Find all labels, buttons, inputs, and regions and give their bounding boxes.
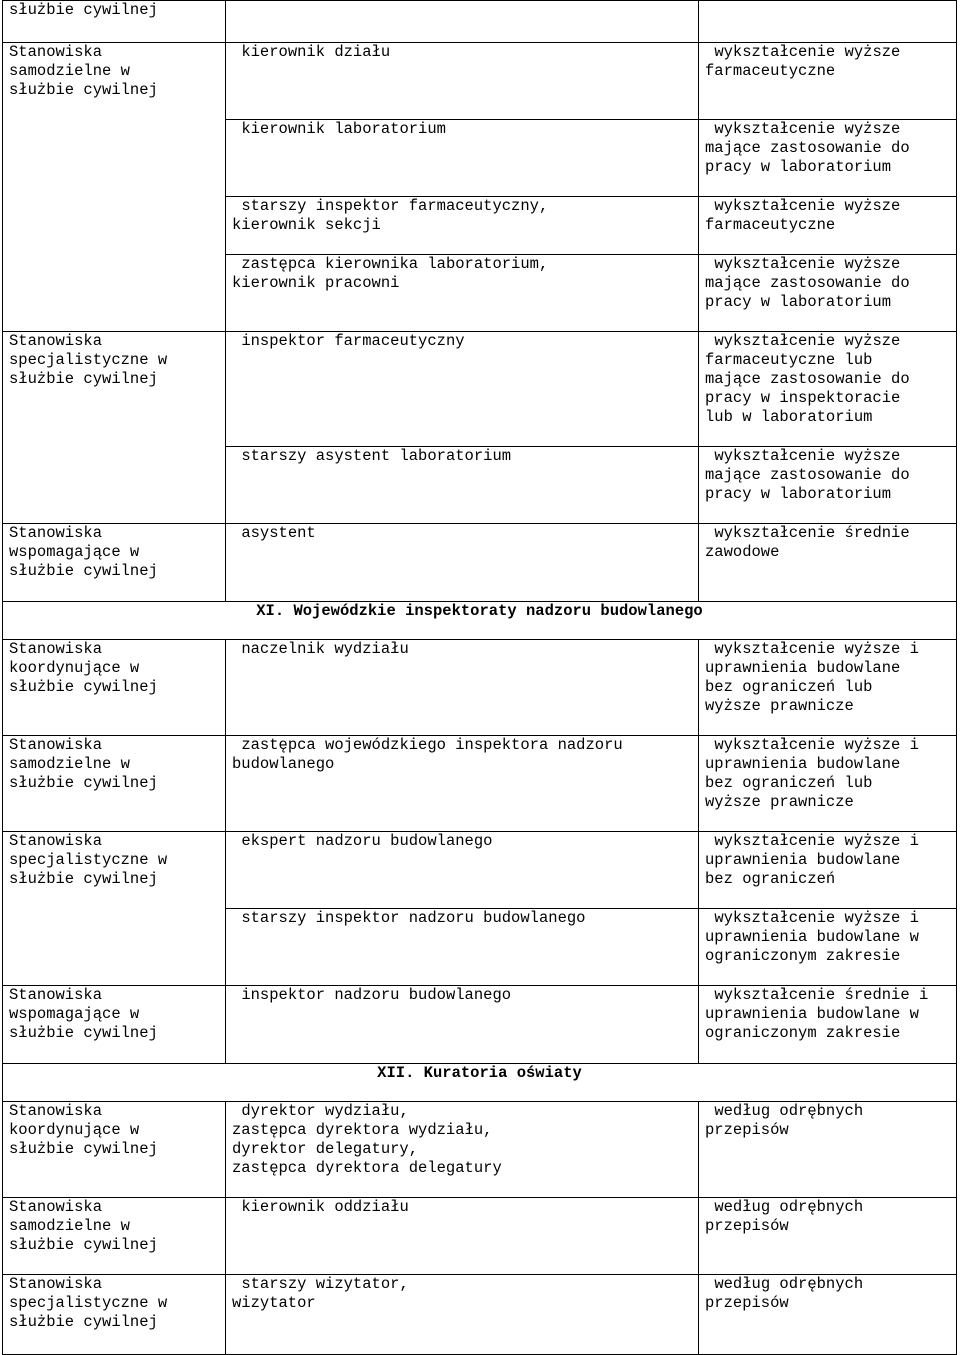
requirement-text: wykształcenie wyższe farmaceutyczne bbox=[705, 43, 901, 80]
category-text: Stanowiska wspomagające w służbie cywilnej bbox=[9, 524, 158, 580]
position-cell bbox=[226, 1, 699, 43]
category-cell bbox=[3, 524, 226, 602]
category-cell bbox=[3, 332, 226, 524]
category-text: Stanowiska samodzielne w służbie cywilnej bbox=[9, 736, 158, 792]
category-cell bbox=[3, 1275, 226, 1355]
requirement-text: według odrębnych przepisów bbox=[705, 1102, 864, 1139]
requirement-text: wykształcenie wyższe mające zastosowanie do pracy w laboratorium bbox=[705, 255, 910, 311]
category-cell bbox=[3, 736, 226, 832]
positions-table bbox=[2, 0, 957, 1355]
requirement-text: według odrębnych przepisów bbox=[705, 1198, 864, 1235]
table-row bbox=[3, 1102, 957, 1198]
table-row bbox=[3, 332, 957, 447]
section-heading: XI. Wojewódzkie inspektoraty nadzoru budowlanego bbox=[3, 602, 957, 640]
table-row bbox=[3, 736, 957, 832]
section-heading: XII. Kuratoria oświaty bbox=[3, 1064, 957, 1102]
category-cell bbox=[3, 986, 226, 1064]
category-text: Stanowiska samodzielne w służbie cywilnej bbox=[9, 1198, 158, 1254]
table-row bbox=[3, 832, 957, 909]
table-row bbox=[3, 1198, 957, 1275]
requirement-text: wykształcenie wyższe i uprawnienia budowlane bez ograniczeń lub wyższe prawnicze bbox=[705, 640, 919, 715]
section-row bbox=[3, 602, 957, 640]
category-cell bbox=[3, 1102, 226, 1198]
requirement-cell bbox=[699, 1, 957, 43]
position-cell bbox=[226, 1198, 699, 1275]
position-text: starszy inspektor farmaceutyczny, kierownik sekcji bbox=[232, 197, 549, 234]
position-cell bbox=[226, 447, 699, 524]
position-text: zastępca wojewódzkiego inspektora nadzoru budowlanego bbox=[232, 736, 623, 773]
requirement-text: wykształcenie wyższe i uprawnienia budowlane w ograniczonym zakresie bbox=[705, 909, 919, 965]
requirement-cell bbox=[699, 447, 957, 524]
position-text: starszy asystent laboratorium bbox=[232, 447, 512, 465]
category-text: Stanowiska specjalistyczne w służbie cywilnej bbox=[9, 832, 168, 888]
position-text: starszy inspektor nadzoru budowlanego bbox=[232, 909, 586, 927]
requirement-cell bbox=[699, 120, 957, 197]
category-text: służbie cywilnej bbox=[9, 1, 158, 19]
requirement-text: wykształcenie wyższe farmaceutyczne bbox=[705, 197, 901, 234]
position-text: ekspert nadzoru budowlanego bbox=[232, 832, 493, 850]
position-cell bbox=[226, 120, 699, 197]
position-cell bbox=[226, 909, 699, 986]
table-row bbox=[3, 986, 957, 1064]
requirement-text: wykształcenie wyższe i uprawnienia budowlane bez ograniczeń bbox=[705, 832, 919, 888]
category-text: Stanowiska specjalistyczne w służbie cywilnej bbox=[9, 1275, 168, 1331]
category-text: Stanowiska specjalistyczne w służbie cywilnej bbox=[9, 332, 168, 388]
position-cell bbox=[226, 332, 699, 447]
position-cell bbox=[226, 640, 699, 736]
requirement-cell bbox=[699, 832, 957, 909]
requirement-text: wykształcenie wyższe mające zastosowanie do pracy w laboratorium bbox=[705, 120, 910, 176]
requirement-cell bbox=[699, 640, 957, 736]
category-cell bbox=[3, 1, 226, 43]
position-cell bbox=[226, 43, 699, 120]
requirement-cell bbox=[699, 909, 957, 986]
position-text: naczelnik wydziału bbox=[232, 640, 409, 658]
position-text: kierownik laboratorium bbox=[232, 120, 446, 138]
position-text: dyrektor wydziału, zastępca dyrektora wydziału, dyrektor delegatury, zastępca dyrektora delegatury bbox=[232, 1102, 502, 1177]
position-text: inspektor farmaceutyczny bbox=[232, 332, 465, 350]
requirement-text: wykształcenie wyższe i uprawnienia budowlane bez ograniczeń lub wyższe prawnicze bbox=[705, 736, 919, 811]
position-cell bbox=[226, 1275, 699, 1355]
requirement-cell bbox=[699, 255, 957, 332]
position-cell bbox=[226, 986, 699, 1064]
requirement-cell bbox=[699, 197, 957, 255]
position-cell bbox=[226, 255, 699, 332]
category-cell bbox=[3, 640, 226, 736]
position-text: inspektor nadzoru budowlanego bbox=[232, 986, 512, 1004]
position-cell bbox=[226, 1102, 699, 1198]
category-text: Stanowiska samodzielne w służbie cywilnej bbox=[9, 43, 158, 99]
category-cell bbox=[3, 43, 226, 332]
position-cell bbox=[226, 524, 699, 602]
category-text: Stanowiska koordynujące w służbie cywilnej bbox=[9, 640, 158, 696]
category-cell bbox=[3, 832, 226, 986]
table-row bbox=[3, 524, 957, 602]
requirement-cell bbox=[699, 43, 957, 120]
table-row bbox=[3, 640, 957, 736]
requirement-text: wykształcenie średnie i uprawnienia budowlane w ograniczonym zakresie bbox=[705, 986, 929, 1042]
position-text: kierownik działu bbox=[232, 43, 391, 61]
position-cell bbox=[226, 197, 699, 255]
requirement-cell bbox=[699, 332, 957, 447]
category-cell bbox=[3, 1198, 226, 1275]
position-text: asystent bbox=[232, 524, 316, 542]
position-text: kierownik oddziału bbox=[232, 1198, 409, 1216]
section-row bbox=[3, 1064, 957, 1102]
requirement-cell bbox=[699, 1275, 957, 1355]
position-text: zastępca kierownika laboratorium, kierownik pracowni bbox=[232, 255, 549, 292]
requirement-text: wykształcenie średnie zawodowe bbox=[705, 524, 910, 561]
table-row bbox=[3, 1275, 957, 1355]
requirement-cell bbox=[699, 736, 957, 832]
category-text: Stanowiska koordynujące w służbie cywilnej bbox=[9, 1102, 158, 1158]
requirement-text: wykształcenie wyższe mające zastosowanie do pracy w laboratorium bbox=[705, 447, 910, 503]
category-text: Stanowiska wspomagające w służbie cywilnej bbox=[9, 986, 158, 1042]
table-row bbox=[3, 1, 957, 43]
requirement-cell bbox=[699, 524, 957, 602]
requirement-text: wykształcenie wyższe farmaceutyczne lub mające zastosowanie do pracy w inspektoracie lub w laboratorium bbox=[705, 332, 910, 426]
table-row bbox=[3, 43, 957, 120]
requirement-cell bbox=[699, 1198, 957, 1275]
position-text: starszy wizytator, wizytator bbox=[232, 1275, 409, 1312]
position-cell bbox=[226, 832, 699, 909]
requirement-text: według odrębnych przepisów bbox=[705, 1275, 864, 1312]
position-cell bbox=[226, 736, 699, 832]
requirement-cell bbox=[699, 1102, 957, 1198]
requirement-cell bbox=[699, 986, 957, 1064]
